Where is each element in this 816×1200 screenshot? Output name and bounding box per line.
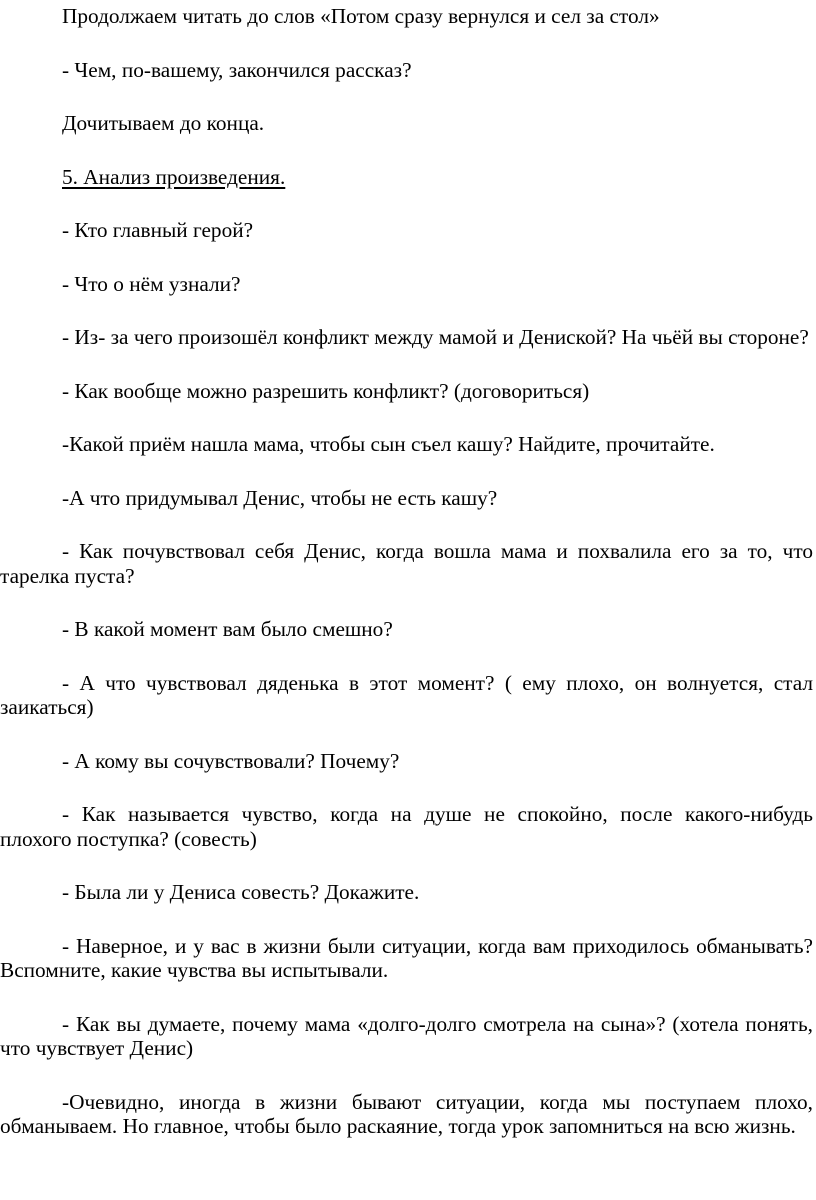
question-what-learned: - Что о нём узнали? bbox=[62, 271, 241, 296]
question-man-feelings: - А что чувствовал дяденька в этот момент? ( ему плохо, он волнуется, стал заикаться) bbox=[0, 670, 813, 719]
question-conscience-name: - Как называется чувство, когда на душе не спокойно, после какого-нибудь плохого поступка? (совесть) bbox=[0, 802, 813, 851]
question-conflict-cause: - Из- за чего произошёл конфликт между мамой и Дениской? На чьёй вы стороне? bbox=[62, 325, 809, 349]
paragraph-read-to-end: Дочитываем до конца. bbox=[62, 111, 265, 135]
question-denis-tricks: -А что придумывал Денис, чтобы не есть кашу? bbox=[62, 485, 498, 510]
paragraph-conclusion: -Очевидно, иногда в жизни бывают ситуации, когда мы поступаем плохо, обманываем. Но главное, чтобы было раскаяние, тогда урок запомниться на всю жизнь. bbox=[0, 1089, 813, 1138]
question-story-ending: - Чем, по-вашему, закончился рассказ? bbox=[62, 57, 412, 82]
question-mother-technique: -Какой приём нашла мама, чтобы сын съел кашу? Найдите, прочитайте. bbox=[62, 432, 715, 456]
question-denis-conscience: - Была ли у Дениса совесть? Докажите. bbox=[62, 880, 420, 904]
question-denis-feelings: - Как почувствовал себя Денис, когда вошла мама и похвалила его за то, что тарелка пуста? bbox=[0, 539, 813, 588]
question-resolve-conflict: - Как вообще можно разрешить конфликт? (договориться) bbox=[62, 378, 590, 403]
question-sympathy: - А кому вы сочувствовали? Почему? bbox=[62, 748, 400, 773]
question-own-experience: - Наверное, и у вас в жизни были ситуации, когда вам приходилось обманывать? Вспомните, какие чувства вы испытывали. bbox=[0, 933, 813, 982]
question-mother-look: - Как вы думаете, почему мама «долго-долго смотрела на сына»? (хотела понять, что чувствует Денис) bbox=[0, 1011, 813, 1060]
paragraph-continue-reading: Продолжаем читать до слов «Потом сразу вернулся и сел за стол» bbox=[62, 4, 660, 28]
question-main-hero: - Кто главный герой? bbox=[62, 218, 254, 242]
document-body bbox=[0, 4, 813, 1168]
section-heading-analysis bbox=[0, 165, 813, 190]
question-funny-moment: - В какой момент вам было смешно? bbox=[62, 617, 393, 641]
section-heading-text: 5. Анализ произведения. bbox=[62, 164, 286, 189]
